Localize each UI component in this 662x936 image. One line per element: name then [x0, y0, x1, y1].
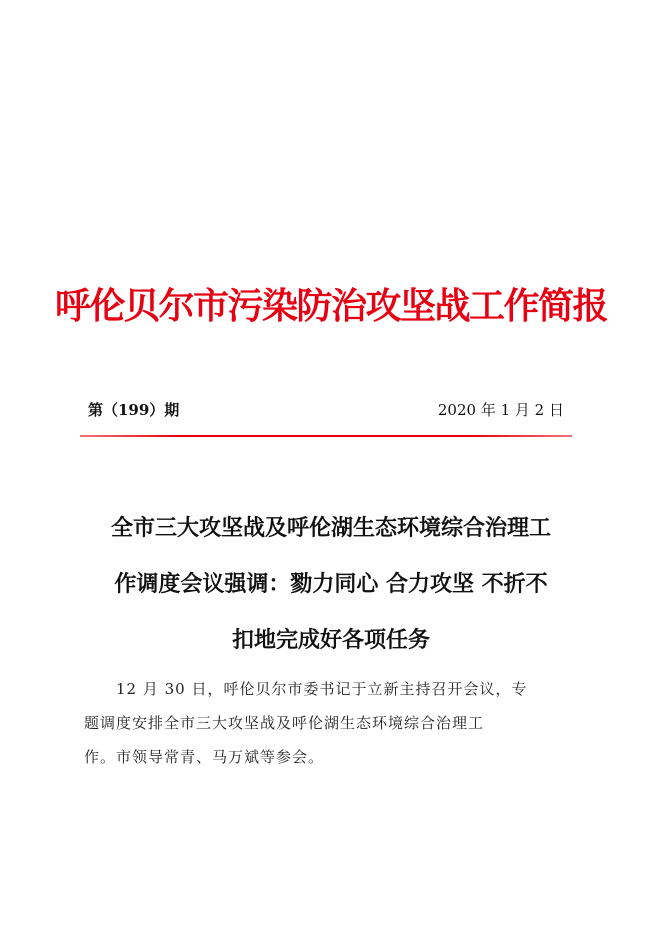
issue-date: 2020 年 1 月 2 日 — [437, 401, 564, 419]
body-line: 题调度安排全市三大攻坚战及呼伦湖生态环境综合治理工 — [84, 714, 485, 732]
newsletter-masthead-title: 呼伦贝尔市污染防治攻坚战工作简报 — [54, 285, 607, 327]
headline-line: 全市三大攻坚战及呼伦湖生态环境综合治理工 — [110, 515, 551, 541]
headline-line: 作调度会议强调：勠力同心 合力攻坚 不折不 — [114, 571, 548, 597]
article-body-paragraph — [84, 672, 582, 774]
body-line: 作。市领导常青、马万斌等参会。 — [84, 748, 325, 766]
article-headline — [60, 500, 602, 668]
body-line: 12 月 30 日，呼伦贝尔市委书记于立新主持召开会议，专 — [116, 680, 528, 698]
red-divider-line — [80, 435, 572, 437]
issue-number: 第（199）期 — [88, 401, 180, 419]
issue-info-row — [88, 398, 572, 422]
headline-line: 扣地完成好各项任务 — [231, 627, 430, 653]
